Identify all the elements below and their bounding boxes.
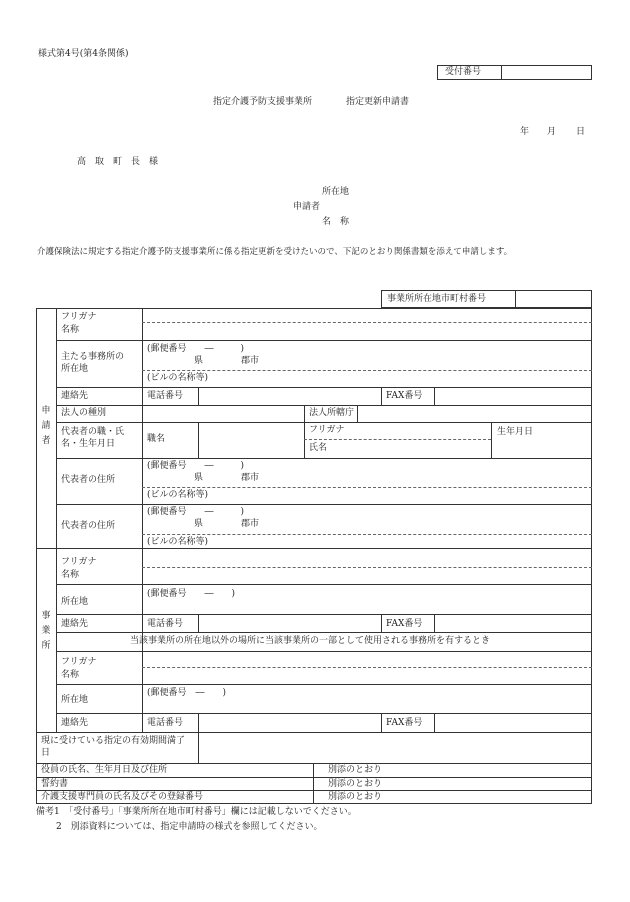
- officers-row-value: 別添のとおり: [328, 765, 383, 775]
- branch-phone-label: 電話番号: [147, 718, 184, 728]
- applicant-name-label: 名 称: [322, 217, 350, 227]
- care-manager-row-value: 別添のとおり: [328, 792, 383, 802]
- branch-fax-label: FAX番号: [386, 718, 423, 728]
- rep-address-prefecture-2: 県: [194, 519, 204, 529]
- branch-location-label: 所在地: [61, 695, 89, 705]
- rep-address-postal-1: (郵便番号 ― ): [147, 461, 245, 471]
- intro-text: 介護保険法に規定する指定介護予防支援事業所に係る指定更新を受けたいので、下記のとおり関係書類を添えて申請します。: [37, 247, 513, 257]
- branch-postal: (郵便番号 ― ): [147, 688, 227, 698]
- office-contact-label: 連絡先: [61, 619, 89, 629]
- job-title-label: 職名: [147, 434, 166, 444]
- officers-row-label: 役員の氏名、生年月日及び住所: [41, 765, 168, 775]
- rep-furigana-label: フリガナ: [309, 425, 345, 435]
- date-day: 日: [576, 127, 586, 137]
- main-office-building: (ビルの名称等): [147, 373, 209, 383]
- applicant-furigana-label: フリガナ: [61, 312, 97, 322]
- office-postal: (郵便番号 ― ): [147, 589, 236, 599]
- rep-address-county-1: 郡市: [241, 473, 260, 483]
- municipality-code-label: 事業所所在地市町村番号: [387, 294, 487, 304]
- office-name-label: 名称: [61, 570, 80, 580]
- office-furigana-label: フリガナ: [61, 557, 97, 567]
- branch-furigana-label: フリガナ: [61, 657, 97, 667]
- rep-label-1: 代表者の職・氏: [61, 427, 125, 437]
- main-office-postal: (郵便番号 ― ): [147, 344, 245, 354]
- date-month: 月: [547, 127, 557, 137]
- office-phone-label: 電話番号: [147, 619, 184, 629]
- form-number: 様式第4号(第4条関係): [38, 49, 129, 59]
- corp-type-label: 法人の種別: [61, 408, 107, 418]
- rep-address-building-1: (ビルの名称等): [147, 490, 209, 500]
- addressee: 高 取 町 長 様: [77, 157, 159, 167]
- applicant-address-label: 所在地: [322, 187, 350, 197]
- birth-date-label: 生年月日: [497, 427, 534, 437]
- main-office-label-2: 所在地: [61, 364, 89, 374]
- main-office-county: 郡市: [241, 356, 260, 366]
- validity-label-2: 日: [41, 748, 51, 758]
- rep-label-2: 名・生年月日: [61, 439, 116, 449]
- branch-office-note: 当該事業所の所在地以外の場所に当該事業所の一部として使用される事務所を有するとき: [130, 636, 491, 646]
- care-manager-row-label: 介護支援専門員の氏名及びその登録番号: [41, 792, 204, 802]
- validity-label-1: 現に受けている指定の有効期間満了: [41, 736, 186, 746]
- applicant-side-label: 申 請 者: [41, 406, 51, 446]
- application-table: [36, 308, 592, 804]
- date-year: 年: [520, 127, 530, 137]
- rep-address-prefecture-1: 県: [194, 473, 204, 483]
- pledge-row-value: 別添のとおり: [328, 779, 383, 789]
- rep-address-building-2: (ビルの名称等): [147, 537, 209, 547]
- title-part1: 指定介護予防支援事業所: [213, 97, 313, 107]
- note-2: 2 別添資料については、指定申請時の様式を参照してください。: [56, 822, 323, 832]
- rep-address-postal-2: (郵便番号 ― ): [147, 507, 245, 517]
- applicant-contact-label: 連絡先: [61, 391, 89, 401]
- applicant-name-label-cell: 名称: [61, 325, 80, 335]
- main-office-prefecture: 県: [194, 356, 204, 366]
- rep-name-label: 氏名: [309, 443, 328, 453]
- rep-address-label-1: 代表者の住所: [61, 475, 116, 485]
- title-part2: 指定更新申請書: [346, 97, 410, 107]
- office-location-label: 所在地: [61, 597, 89, 607]
- applicant-phone-label: 電話番号: [147, 391, 184, 401]
- applicant-fax-label: FAX番号: [386, 391, 423, 401]
- office-side-label: 事 業 所: [41, 611, 51, 651]
- corp-authority-label: 法人所轄庁: [309, 408, 355, 418]
- branch-name-label: 名称: [61, 670, 80, 680]
- rep-address-label-2: 代表者の住所: [61, 521, 116, 531]
- applicant-label: 申請者: [293, 202, 321, 212]
- office-fax-label: FAX番号: [386, 619, 423, 629]
- main-office-label-1: 主たる事務所の: [61, 352, 125, 362]
- pledge-row-label: 誓約書: [41, 779, 69, 789]
- note-1: 備考1 「受付番号」「事業所所在地市町村番号」欄には記載しないでください。: [36, 807, 357, 817]
- receipt-number-label: 受付番号: [445, 67, 482, 77]
- rep-address-county-2: 郡市: [241, 519, 260, 529]
- branch-contact-label: 連絡先: [61, 718, 89, 728]
